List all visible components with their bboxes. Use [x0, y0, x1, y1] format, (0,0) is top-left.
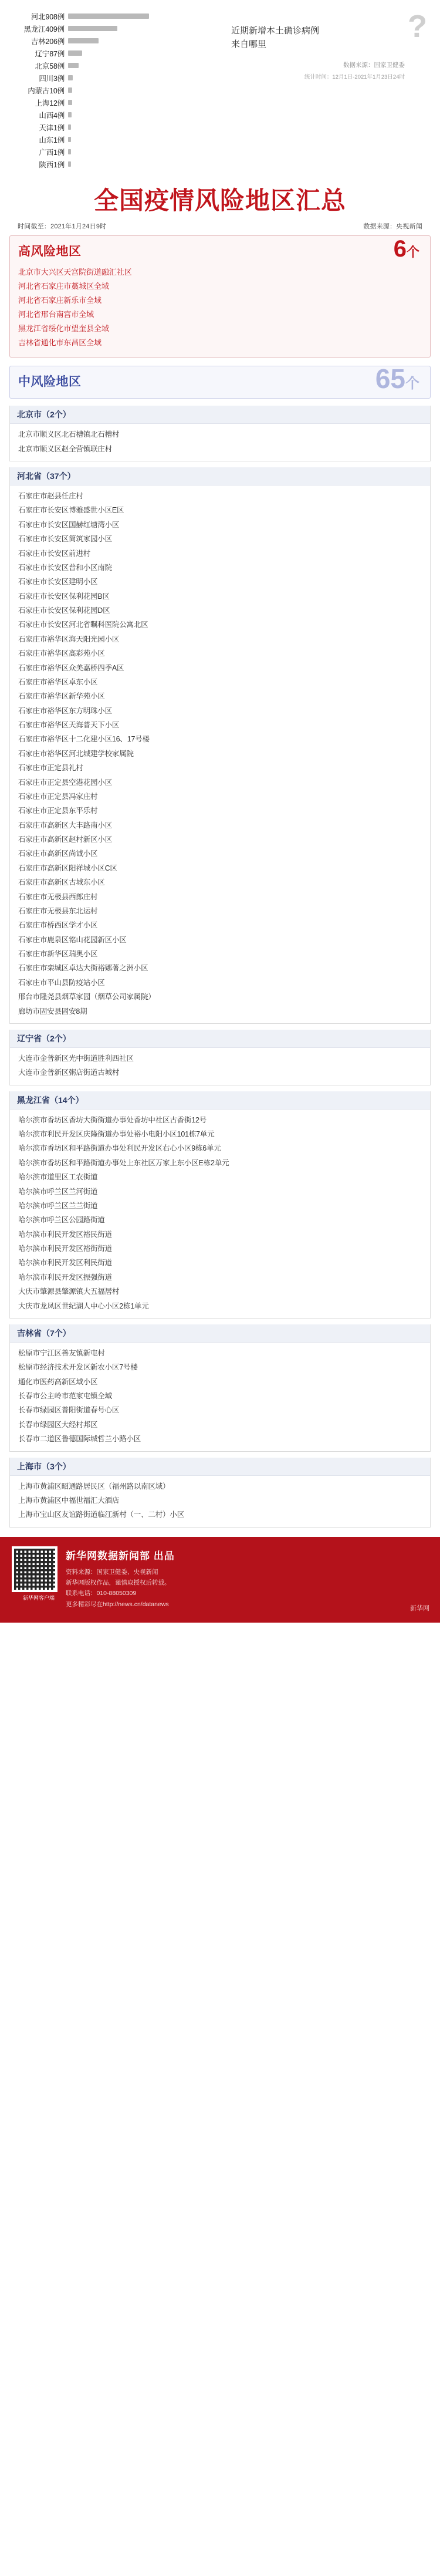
list-item: 石家庄市长安区保利花园B区 [18, 592, 110, 601]
time-label: 时间截至：2021年1月24日9时 [18, 223, 107, 230]
province-section-beijing [9, 406, 431, 461]
chart-stat-time: 统计时间：12月1日-2021年1月23日24时 [304, 74, 405, 80]
list-item: 石家庄市裕华区新华苑小区 [18, 692, 105, 701]
chart-caption [225, 16, 425, 80]
chart-title-line2: 来自哪里 [231, 39, 267, 49]
list-item: 上海市黄浦区中福世福汇大酒店 [18, 1496, 120, 1505]
chart-tick-label: 内蒙古10例 [28, 86, 65, 95]
list-item: 松原市经济技术开发区新农小区7号楼 [18, 1363, 138, 1372]
list-item: 石家庄市裕华区河北城建学校家属院 [18, 749, 134, 758]
list-item: 上海市宝山区友谊路街道临江新村（一、二村）小区 [18, 1510, 184, 1519]
list-item: 河北省邢台南宫市全域 [18, 310, 94, 319]
chart-bar [68, 50, 82, 56]
province-section-liaoning [9, 1030, 431, 1085]
province-list [10, 1048, 430, 1080]
list-item: 石家庄市长安区普和小区南院 [18, 563, 112, 572]
high-risk-count-unit: 个 [406, 245, 419, 259]
list-item: 哈尔滨市香坊区和平路街道办事处利民开发区右心小区9栋6单元 [18, 1144, 221, 1153]
province-title: 北京市（2个） [10, 406, 430, 424]
chart-bar [68, 63, 79, 68]
list-item: 石家庄市长安区保利花园D区 [18, 606, 110, 615]
list-item: 哈尔滨市香坊区香坊大街街道办事处香坊中社区古香街12号 [18, 1115, 207, 1124]
list-item: 廊坊市固安县固安8期 [18, 1007, 87, 1016]
chart-bar [68, 161, 71, 167]
list-item: 石家庄市长安区建明小区 [18, 578, 98, 586]
list-item: 哈尔滨市呼兰区兰兰街道 [18, 1201, 98, 1210]
chart-source: 数据来源：国家卫健委 [343, 62, 405, 69]
page-title: 全国疫情风险地区汇总 [93, 188, 346, 215]
chart-tick-label: 黑龙江409例 [23, 25, 65, 33]
list-item: 哈尔滨市香坊区和平路街道办事处上东社区万家上东小区E栋2单元 [18, 1158, 229, 1167]
list-item: 石家庄市裕华区十二化建小区16、17号楼 [18, 735, 150, 744]
chart-bar [68, 75, 73, 80]
chart-row [14, 85, 426, 96]
list-item: 石家庄市长安区博雅盛世小区E区 [18, 506, 124, 515]
list-item: 哈尔滨市利民开发区裕民街道 [18, 1230, 112, 1239]
list-item: 邢台市隆尧县烟草家园（烟草公司家属院） [18, 993, 155, 1002]
province-title: 黑龙江省（14个） [10, 1091, 430, 1110]
title-section [0, 177, 440, 235]
list-item: 松原市宁江区善友镇新屯村 [18, 1348, 105, 1357]
list-item: 石家庄市裕华区众美嘉桥四季A区 [18, 663, 124, 672]
mid-risk-count-unit: 个 [405, 376, 419, 392]
chart-tick-label: 四川3例 [39, 74, 65, 83]
footer [0, 1537, 440, 1623]
list-item: 石家庄市正定县东平乐村 [18, 807, 98, 815]
chart-tick-label: 北京58例 [35, 62, 65, 70]
list-item: 石家庄市长安区河北省瞩科医院公寓北区 [18, 621, 148, 629]
qr-code-pattern [14, 1549, 55, 1590]
list-item: 石家庄市正定县冯家庄村 [18, 792, 98, 801]
chart-bar [68, 87, 72, 93]
list-item: 哈尔滨市呼兰区公园路街道 [18, 1216, 105, 1225]
list-item: 石家庄市高新区阳祥城小区C区 [18, 864, 117, 872]
qr-caption: 新华网客户端 [22, 1594, 55, 1601]
list-item: 长春市公主岭市范家屯镇全域 [18, 1392, 112, 1401]
list-item: 石家庄市长安区简筑家园小区 [18, 535, 112, 544]
province-section-shanghai [9, 1458, 431, 1528]
list-item: 石家庄市平山县防疫站小区 [18, 978, 105, 987]
list-item: 石家庄市无极县东北运村 [18, 906, 98, 915]
list-item: 石家庄市桥西区学才小区 [18, 921, 98, 930]
list-item: 大庆市龙凤区世纪湖人中心小区2栋1单元 [18, 1302, 149, 1310]
top-chart-section [0, 0, 440, 177]
list-item: 长春市绿园区大经村邦区 [18, 1420, 98, 1429]
province-title: 上海市（3个） [10, 1458, 430, 1476]
high-risk-count [394, 237, 419, 261]
list-item: 石家庄市裕华区天海普天下小区 [18, 721, 120, 730]
list-item: 石家庄市裕华区卓东小区 [18, 677, 98, 686]
list-item: 吉林省通化市东昌区全域 [18, 338, 101, 348]
list-item: 哈尔滨市道里区工农街道 [18, 1173, 98, 1182]
chart-bar [68, 124, 71, 130]
meta-bar [0, 220, 440, 235]
footer-title: 新华网数据新闻部 出品 [66, 1550, 175, 1562]
chart-tick-label: 陕西1例 [39, 160, 65, 169]
chart-row [14, 159, 426, 170]
chart-tick-label: 辽宁87例 [35, 49, 65, 58]
list-item: 哈尔滨市呼兰区兰河街道 [18, 1187, 98, 1196]
footer-line: 新华网版权作品，谨慎取授权后转载。 [66, 1579, 171, 1587]
qr-code-block [12, 1546, 66, 1601]
chart-tick-label: 天津1例 [39, 123, 65, 132]
chart-bar [68, 112, 72, 117]
list-item: 哈尔滨市利民开发区利民街道 [18, 1259, 112, 1267]
footer-line[interactable]: 更多精彩尽在http://news.cn/datanews [66, 1600, 169, 1608]
high-risk-title: 高风险地区 [18, 245, 82, 258]
list-item: 河北省石家庄市藁城区全域 [18, 282, 109, 291]
province-title: 河北省（37个） [10, 467, 430, 485]
high-risk-block [9, 235, 431, 358]
list-item: 石家庄市裕华区东方明珠小区 [18, 706, 112, 715]
chart-row [14, 109, 426, 120]
province-title: 辽宁省（2个） [10, 1030, 430, 1048]
high-risk-count-number: 6 [393, 236, 407, 262]
province-list [10, 1110, 430, 1313]
list-item: 石家庄市赵县任庄村 [18, 492, 83, 501]
footer-text [66, 1546, 428, 1610]
list-item: 石家庄市长安区国赫红塘湾小区 [18, 520, 120, 529]
list-item: 石家庄市栾城区卓达大街裕娜著之洲小区 [18, 964, 148, 973]
chart-tick-label: 山西4例 [39, 111, 65, 120]
province-list [10, 1476, 430, 1522]
list-item: 哈尔滨市利民开发区振强街道 [18, 1273, 112, 1282]
province-list [10, 485, 430, 1019]
chart-bar [68, 100, 72, 105]
chart-row [14, 146, 426, 157]
source-label: 数据来源：央视新闻 [363, 223, 422, 230]
chart-tick-label: 广西1例 [39, 148, 65, 157]
footer-content [12, 1546, 428, 1610]
province-section-heilongjiang [9, 1091, 431, 1319]
list-item: 上海市黄浦区昭通路居民区（福州路以南区域） [18, 1482, 170, 1491]
list-item: 石家庄市裕华区海天阳光园小区 [18, 635, 120, 643]
chart-tick-label: 山东1例 [39, 136, 65, 144]
list-item: 长春市绿园区普阳街道春号心区 [18, 1406, 120, 1415]
list-item: 哈尔滨市利民开发区庆隆街道办事处裕小电阳小区101栋7单元 [18, 1130, 215, 1139]
list-item: 哈尔滨市利民开发区裕街街道 [18, 1245, 112, 1253]
list-item: 石家庄市正定县空港花园小区 [18, 778, 112, 787]
list-item: 大庆市肇源县肇源镇大五福居村 [18, 1287, 120, 1296]
list-item: 北京市大兴区天宫院街道融汇社区 [18, 268, 132, 277]
province-list [10, 1343, 430, 1447]
list-item: 石家庄市高新区大丰路南小区 [18, 821, 112, 830]
mid-risk-count-number: 65 [375, 363, 405, 395]
chart-bar [68, 149, 71, 154]
list-item: 黑龙江省绥化市望奎县全域 [18, 324, 109, 333]
chart-row [14, 134, 426, 145]
list-item: 通化市医药高新区域小区 [18, 1377, 98, 1386]
high-risk-list [18, 265, 422, 350]
list-item: 河北省石家庄新乐市全域 [18, 296, 101, 305]
mid-risk-count [375, 363, 419, 395]
chart-row [14, 122, 426, 133]
chart-tick-label: 吉林206例 [31, 37, 65, 46]
list-item: 大连市金普新区光中街道胜利西社区 [18, 1054, 134, 1063]
chart-row [14, 97, 426, 108]
chart-tick-label: 河北908例 [31, 12, 65, 21]
list-item: 石家庄市正定县礼村 [18, 764, 83, 773]
province-section-hebei [9, 467, 431, 1024]
province-section-jilin [9, 1324, 431, 1452]
chart-tick-label: 上海12例 [35, 99, 65, 107]
list-item: 石家庄市无极县西郎庄村 [18, 892, 98, 901]
list-item: 石家庄市高新区古城东小区 [18, 878, 105, 887]
chart-title-line1: 近期新增本土确诊病例 [231, 26, 320, 36]
list-item: 长春市二道区鲁德国际城哲兰小路小区 [18, 1435, 141, 1444]
qr-code-icon[interactable] [12, 1546, 57, 1592]
footer-line: 资料来源：国家卫健委、央视新闻 [66, 1568, 158, 1576]
list-item: 石家庄市新华区瑞奥小区 [18, 950, 98, 959]
province-list [10, 424, 430, 456]
footer-line: 联系电话：010-88050309 [66, 1590, 137, 1597]
list-item: 石家庄市鹿泉区铭山花园新区小区 [18, 935, 127, 944]
mid-risk-block [9, 363, 431, 399]
list-item: 北京市顺义区赵全营镇联庄村 [18, 444, 112, 453]
brand-logo: 新华网 [410, 1604, 429, 1612]
mid-risk-title: 中风险地区 [18, 375, 82, 389]
list-item: 石家庄市高新区赵村新区小区 [18, 835, 112, 844]
list-item: 大连市金普新区粥店街道古城村 [18, 1068, 120, 1077]
chart-bar [68, 137, 71, 142]
chart-bar [68, 38, 99, 43]
province-title: 吉林省（7个） [10, 1324, 430, 1343]
list-item: 石家庄市裕华区高彩苑小区 [18, 649, 105, 658]
question-mark-icon: ? [408, 9, 427, 44]
list-item: 石家庄市高新区尚诚小区 [18, 849, 98, 858]
list-item: 石家庄市长安区前进村 [18, 549, 91, 558]
chart-bar [68, 26, 117, 31]
list-item: 北京市顺义区北石槽镇北石槽村 [18, 430, 120, 439]
chart-bar [68, 14, 149, 19]
